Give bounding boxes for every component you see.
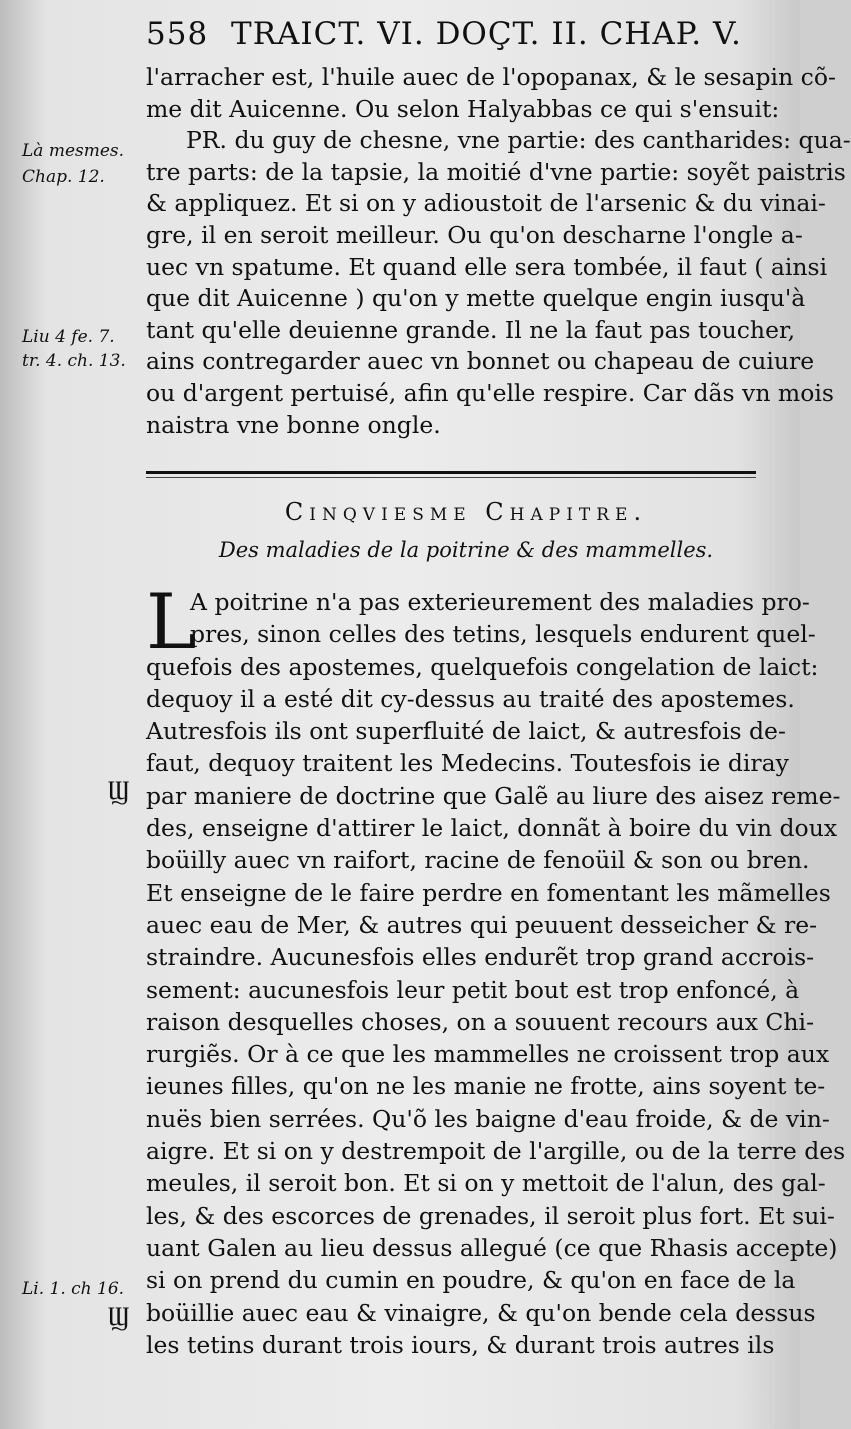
text-line: Et enseigne de le faire perdre en fomentant les mãmelles	[146, 878, 831, 907]
margin-note: tr. 4. ch. 13.	[22, 351, 126, 371]
text-line: Autresfois ils ont superfluité de laict, & autresfois de-	[146, 717, 786, 746]
text-line: les tetins durant trois iours, & durant trois autres ils	[146, 1330, 775, 1359]
page-number: 558	[146, 16, 209, 52]
running-title: TRAICT. VI. DOÇT. II. CHAP. V.	[231, 16, 742, 52]
text-line: boüillie auec eau & vinaigre, & qu'on bende cela dessus	[146, 1298, 816, 1327]
margin-note: Là mesmes.	[22, 141, 125, 161]
text-line: tant qu'elle deuienne grande. Il ne la faut pas toucher,	[146, 315, 796, 344]
chapter-subtitle: Des maladies de la poitrine & des mammelles.	[218, 538, 714, 562]
text-block-chapter	[146, 577, 846, 1361]
text-line: par maniere de doctrine que Galẽ au liure des aisez reme-	[146, 781, 841, 810]
text-line: dequoy il a esté dit cy-dessus au traité des apostemes.	[146, 684, 795, 713]
text-line: raison desquelles choses, on a souuent recours aux Chi-	[146, 1007, 815, 1036]
drop-cap: L	[146, 577, 197, 666]
text-line: ains contregarder auec vn bonnet ou chapeau de cuiure	[146, 347, 815, 376]
running-header	[146, 14, 786, 54]
margin-note: Liu 4 fe. 7.	[22, 327, 115, 347]
text-line: & appliquez. Et si on y adioustoit de l'arsenic & du vinai-	[146, 189, 826, 218]
text-block-top	[146, 62, 851, 441]
text-line: l'arracher est, l'huile auec de l'opopanax, & le sesapin cõ-	[146, 63, 836, 91]
text-line: que dit Auicenne ) qu'on y mette quelque engin iusqu'à	[146, 284, 806, 313]
text-line: les, & des escorces de grenades, il seroit plus fort. Et sui-	[146, 1201, 835, 1230]
text-line: faut, dequoy traitent les Medecins. Toutesfois ie diray	[146, 749, 789, 778]
text-line: tre parts: de la tapsie, la moitié d'vne partie: soyẽt paistris	[146, 157, 846, 186]
text-line: gre, il en seroit meilleur. Ou qu'on descharne l'ongle a-	[146, 220, 803, 249]
text-line: sement: aucunesfois leur petit bout est trop enfoncé, à	[146, 975, 800, 1004]
text-line: nuës bien serrées. Qu'õ les baigne d'eau froide, & de vin-	[146, 1104, 830, 1133]
text-line: naistra vne bonne ongle.	[146, 410, 441, 439]
text-line: des, enseigne d'attirer le laict, donnãt à boire du vin doux	[146, 814, 838, 843]
text-line: aigre. Et si on y destrempoit de l'argille, ou de la terre des	[146, 1137, 846, 1166]
margin-symbol: Ϣ	[108, 1302, 130, 1332]
text-line: rurgiẽs. Or à ce que les mammelles ne croissent trop aux	[146, 1040, 830, 1069]
text-line: auec eau de Mer, & autres qui peuuent desseicher & re-	[146, 910, 818, 939]
text-line: si on prend du cumin en poudre, & qu'on en face de la	[146, 1266, 796, 1295]
text-line: ou d'argent pertuisé, afin qu'elle respire. Car dãs vn mois	[146, 378, 834, 407]
margin-note: Chap. 12.	[22, 167, 105, 187]
text-line: meules, il seroit bon. Et si on y mettoit de l'alun, des gal-	[146, 1169, 826, 1198]
text-line: me dit Auicenne. Ou selon Halyabbas ce qui s'ensuit:	[146, 94, 780, 123]
chapter-title: Cinqviesme Chapitre.	[284, 498, 648, 526]
text-line: boüilly auec vn raifort, racine de fenoüil & son ou bren.	[146, 846, 810, 875]
section-divider	[146, 471, 756, 478]
margin-note: Li. 1. ch 16.	[22, 1279, 125, 1299]
text-line: pres, sinon celles des tetins, lesquels endurent quel-	[190, 620, 816, 649]
text-line: quefois des apostemes, quelquefois congelation de laict:	[146, 652, 819, 681]
text-line: uec vn spatume. Et quand elle sera tombée, il faut ( ainsi	[146, 252, 828, 281]
text-line: A poitrine n'a pas exterieurement des maladies pro-	[190, 588, 810, 616]
margin-symbol: Ϣ	[108, 776, 130, 806]
text-line: uant Galen au lieu dessus allegué (ce que Rhasis accepte)	[146, 1233, 838, 1262]
text-line: ieunes filles, qu'on ne les manie ne frotte, ains soyent te-	[146, 1072, 826, 1101]
text-line: PR. du guy de chesne, vne partie: des cantharides: qua-	[186, 126, 851, 155]
text-line: straindre. Aucunesfois elles endurẽt trop grand accrois-	[146, 943, 815, 972]
